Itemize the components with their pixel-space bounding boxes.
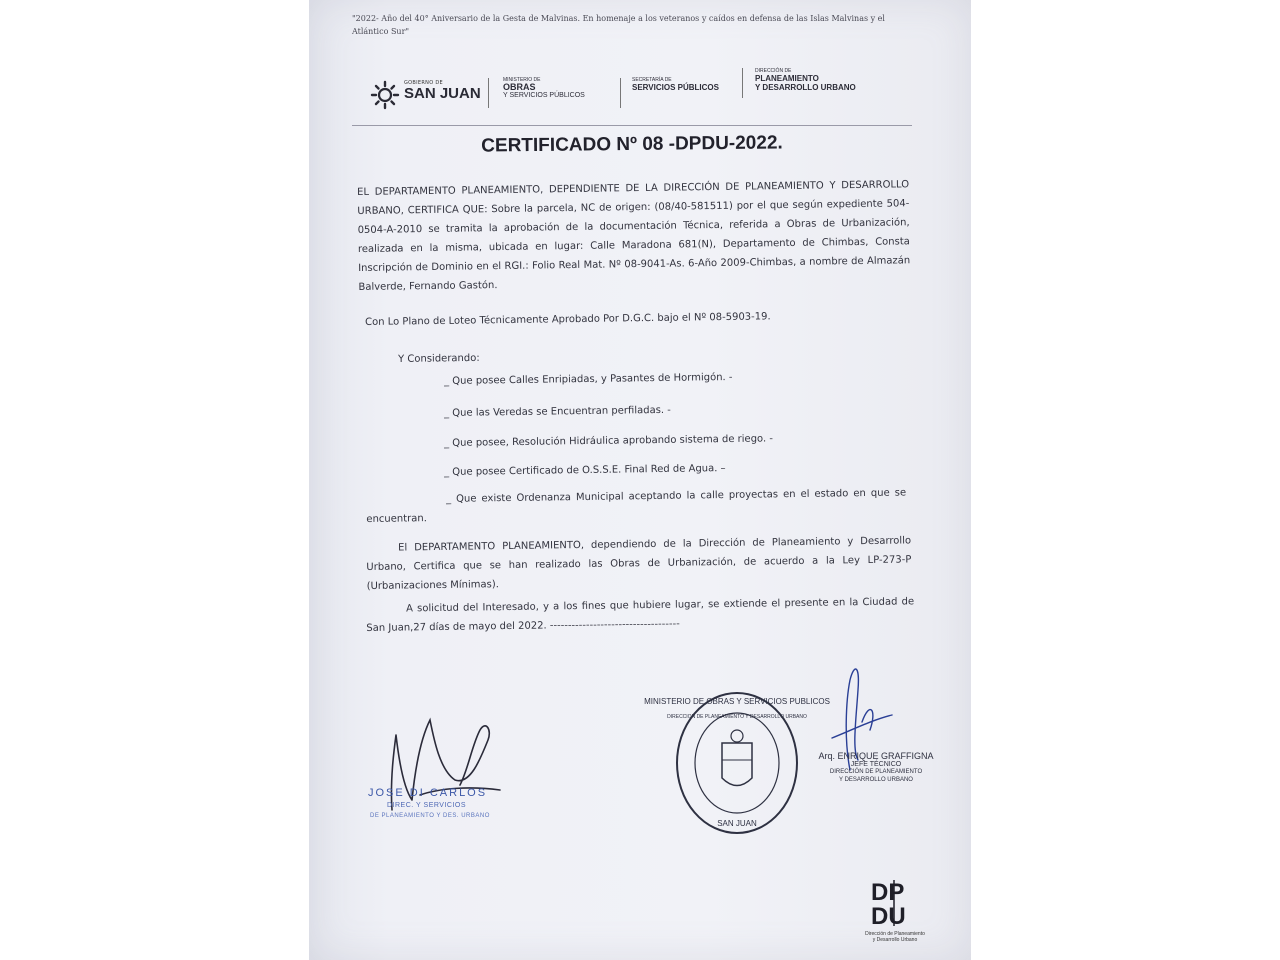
considerando-item: _ Que posee Certificado de O.S.S.E. Final Red de Agua. – [444, 463, 726, 478]
solicitud-paragraph: A solicitud del Interesado, y a los fines que hubiere lugar, se extiende el presente en la Ciudad de San Juan,27 días de mayo del 2022. ------------------------------------ [366, 596, 915, 634]
considerando-item: _ Que las Veredas se Encuentran perfiladas. - [444, 404, 671, 419]
considerando-line: Y Considerando: [398, 352, 480, 365]
certifica-paragraph: El DEPARTAMENTO PLANEAMIENTO, dependiendo de la Dirección de Planeamiento y Desarrollo Urbano, Certifica que se han realizado las Obras de Urbanización, de acuerdo a la Ley LP-273-P (Urbanizaciones Mínimas). [366, 535, 912, 592]
ministerio-logo [503, 77, 585, 100]
signature-left-role: DIREC. Y SERVICIOS [387, 802, 467, 809]
logo-divider [488, 78, 489, 108]
secretaria-small-label: SECRETARÍA DE [632, 77, 672, 83]
direccion-small-label: DIRECCIÓN DE [755, 68, 792, 74]
gobierno-label: GOBIERNO DE [404, 80, 443, 86]
signature-left-dept: DE PLANEAMIENTO Y DES. URBANO [370, 813, 490, 819]
institutional-logo-bar [370, 66, 880, 110]
plano-line: Con Lo Plano de Loteo Técnicamente Aprobado Por D.G.C. bajo el Nº 08-5903-19. [365, 311, 771, 328]
dpdu-top-letters: DP [871, 879, 905, 906]
considerando-item: _ Que existe Ordenanza Municipal aceptando la calle proyectas en el estado en que se encuentran. [366, 487, 907, 525]
seal-bottom-text: SAN JUAN [717, 819, 757, 828]
header-commemorative-note: "2022- Año del 40° Aniversario de la Gesta de Malvinas. En homenaje a los veteranos y caídos en defensa de las Islas Malvinas y el Atlántico Sur" [352, 14, 885, 36]
ministerio-sub-label: Y SERVICIOS PÚBLICOS [503, 92, 585, 99]
logo-divider [620, 78, 621, 108]
header-divider [352, 125, 912, 126]
san-juan-label: SAN JUAN [404, 85, 481, 102]
signature-right-role: JEFE TÉCNICO [850, 761, 902, 768]
intro-paragraph: EL DEPARTAMENTO PLANEAMIENTO, DEPENDIENTE DE LA DIRECCIÓN DE PLANEAMIENTO Y DESARROLLO URBANO, CERTIFICA QUE: Sobre la parcela, NC de origen: (08/40-581511) por el que según expediente 504-0504-A-2010 se tramita la aprobación de la documentación Técnica, referida a Obras de Urbanización, realizada en la misma, ubicada en lugar: Calle Maradona 681(N), Departamento de Chimbas, Consta Inscripción de Dominio en el RGI.: Folio Real Mat. Nº 08-9041-As. 6-Año 2009-Chimbas, a nombre de Almazán Balverde, Fernando Gastón. [357, 179, 911, 293]
signature-left-name: JOSE DI CARLOS [368, 787, 488, 799]
seal-inner-text: DIRECCION DE PLANEAMIENTO Y DESARROLLO URBANO [667, 714, 807, 720]
signature-right-name: Arq. ENRIQUE GRAFFIGNA [818, 751, 934, 761]
considerando-item: _ Que posee, Resolución Hidráulica aprobando sistema de riego. - [444, 433, 774, 449]
ministerio-small-label: MINISTERIO DE [503, 77, 541, 83]
considerando-item: _ Que posee Calles Enripiadas, y Pasantes de Hormigón. - [444, 371, 733, 387]
signature-right-stamp [806, 751, 946, 784]
official-seal-stamp-icon [644, 688, 830, 838]
secretaria-big-label: SERVICIOS PÚBLICOS [632, 83, 719, 92]
dpdu-logo-icon [853, 874, 935, 948]
direccion-big-label-2: Y DESARROLLO URBANO [755, 83, 856, 92]
direccion-big-label-1: PLANEAMIENTO [755, 74, 819, 83]
signature-right-dept-2: Y DESARROLLO URBANO [839, 777, 913, 783]
ministerio-obras-label: OBRAS [503, 82, 536, 92]
signature-right-dept-1: DIRECCIÓN DE PLANEAMIENTO [829, 769, 923, 775]
dpdu-caption-2: y Desarrollo Urbano [872, 937, 918, 943]
dpdu-bottom-letters: DU [871, 903, 906, 930]
seal-outer-text: MINISTERIO DE OBRAS Y SERVICIOS PUBLICOS [644, 697, 830, 706]
san-juan-sun-logo-icon [370, 80, 400, 110]
certificate-title: CERTIFICADO Nº 08 -DPDU-2022. [481, 132, 783, 157]
logo-divider [742, 68, 743, 98]
direccion-logo [755, 68, 856, 92]
secretaria-logo [632, 77, 719, 92]
dpdu-caption-1: Dirección de Planeamiento [865, 931, 925, 937]
